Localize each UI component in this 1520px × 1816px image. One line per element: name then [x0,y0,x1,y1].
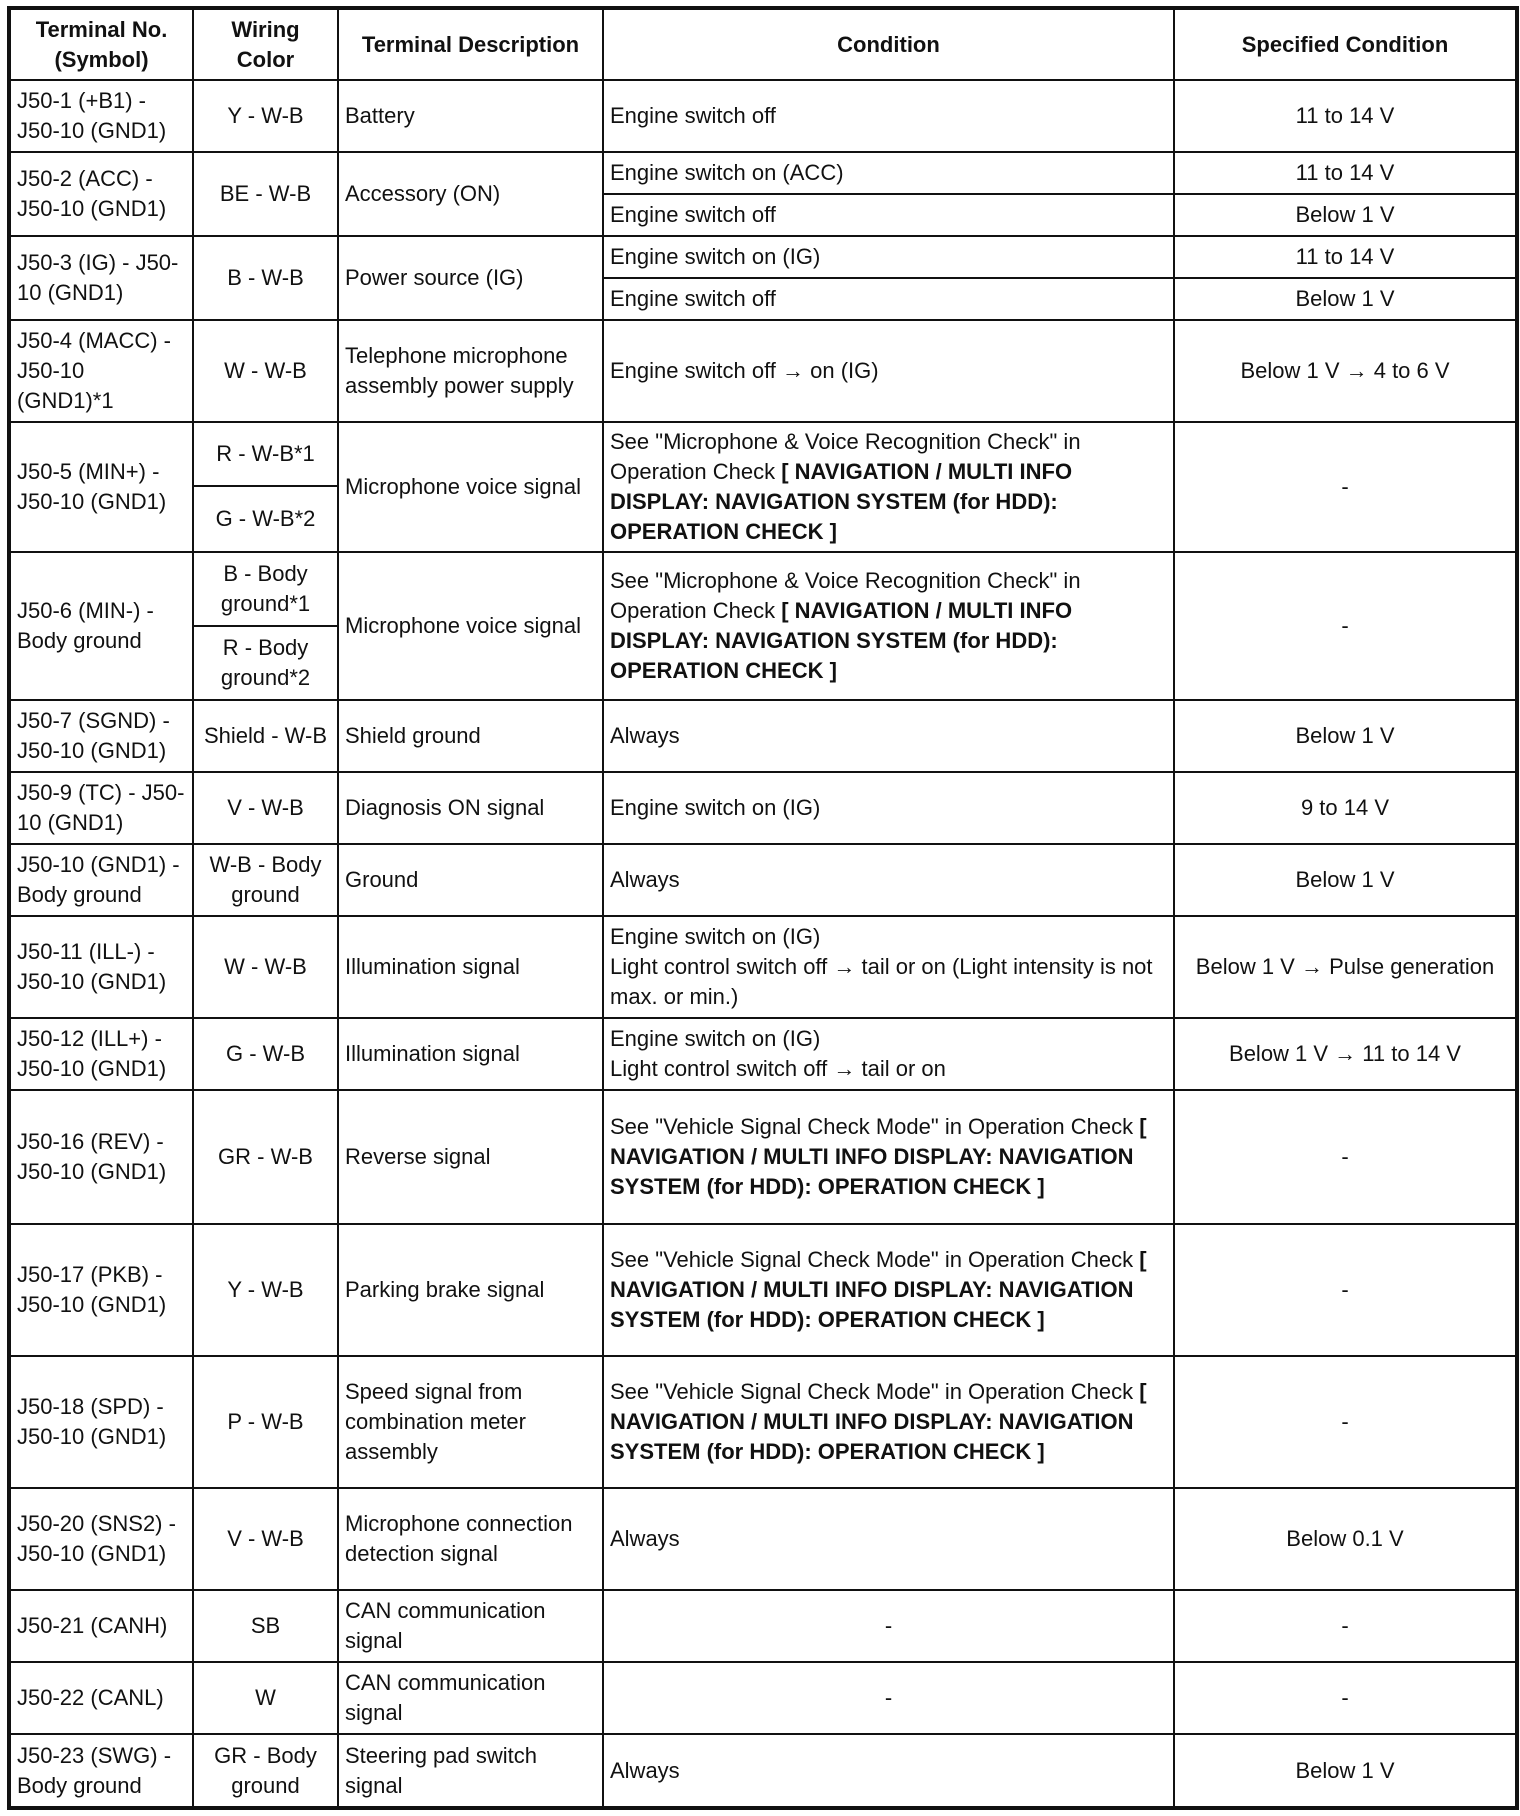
description-cell: Ground [338,844,603,916]
terminal-cell: J50-23 (SWG) - Body ground [9,1734,193,1808]
condition-text: See "Vehicle Signal Check Mode" in Operation Check [610,1114,1140,1139]
wiring-cell: R - Body ground*2 [193,626,338,700]
terminal-cell: J50-11 (ILL-) - J50-10 (GND1) [9,916,193,1018]
condition-cell [603,1018,1174,1090]
condition-cell: Always [603,700,1174,772]
spec-cell: Below 1 V [1174,278,1517,320]
table-row [9,1662,1517,1734]
condition-line: Light control switch off → tail or on [610,1056,946,1081]
wiring-cell: R - W-B*1 [193,422,338,486]
table-row [9,1356,1517,1488]
description-cell: CAN communication signal [338,1590,603,1662]
condition-cell: Engine switch off [603,194,1174,236]
terminal-cell: J50-3 (IG) - J50-10 (GND1) [9,236,193,320]
terminal-table-container [7,6,1515,1810]
condition-cell [603,422,1174,552]
spec-cell: - [1174,422,1517,552]
wiring-cell: G - W-B*2 [193,486,338,552]
spec-cell: - [1174,1224,1517,1356]
terminal-cell: J50-20 (SNS2) - J50-10 (GND1) [9,1488,193,1590]
condition-cell: Engine switch off [603,278,1174,320]
condition-cell: Always [603,1488,1174,1590]
table-row [9,844,1517,916]
condition-cell: Engine switch on (IG) [603,236,1174,278]
wiring-cell: GR - Body ground [193,1734,338,1808]
terminal-cell: J50-16 (REV) - J50-10 (GND1) [9,1090,193,1224]
table-row [9,1488,1517,1590]
table-row [9,80,1517,152]
wiring-cell: B - Body ground*1 [193,552,338,626]
condition-cell [603,1224,1174,1356]
condition-cell: Always [603,1734,1174,1808]
wiring-cell: Y - W-B [193,1224,338,1356]
description-cell: Power source (IG) [338,236,603,320]
description-cell: Battery [338,80,603,152]
wiring-cell: V - W-B [193,1488,338,1590]
wiring-cell: P - W-B [193,1356,338,1488]
header-specified-condition: Specified Condition [1174,8,1517,80]
wiring-cell: W - W-B [193,320,338,422]
table-row [9,152,1517,194]
description-cell: Shield ground [338,700,603,772]
spec-cell: 11 to 14 V [1174,236,1517,278]
description-cell: Illumination signal [338,916,603,1018]
table-row [9,1590,1517,1662]
table-row [9,1734,1517,1808]
condition-line: Engine switch on (IG) [610,1026,821,1051]
header-wiring-color: Wiring Color [193,8,338,80]
description-cell: Reverse signal [338,1090,603,1224]
condition-cell: Engine switch on (ACC) [603,152,1174,194]
condition-cell: Engine switch off [603,80,1174,152]
description-cell: Diagnosis ON signal [338,772,603,844]
condition-text: See "Microphone & Voice Recognition Check" in Operation Check [610,429,1081,484]
condition-cell: - [603,1662,1174,1734]
table-row [9,236,1517,278]
table-row [9,1090,1517,1224]
wiring-cell: W - W-B [193,916,338,1018]
terminal-cell: J50-4 (MACC) - J50-10 (GND1)*1 [9,320,193,422]
table-row [9,1224,1517,1356]
table-row [9,700,1517,772]
description-cell: Telephone microphone assembly power supply [338,320,603,422]
description-cell: Accessory (ON) [338,152,603,236]
terminal-cell: J50-6 (MIN-) - Body ground [9,552,193,700]
condition-line: Engine switch on (IG) [610,924,821,949]
spec-cell: Below 1 V → 4 to 6 V [1174,320,1517,422]
condition-line: Light control switch off → tail or on (Light intensity is not max. or min.) [610,954,1153,1009]
description-cell: Speed signal from combination meter assembly [338,1356,603,1488]
spec-cell: Below 1 V → Pulse generation [1174,916,1517,1018]
wiring-cell: Y - W-B [193,80,338,152]
operation-check-link[interactable]: [ NAVIGATION / MULTI INFO DISPLAY: NAVIGATION SYSTEM (for HDD): OPERATION CHECK ] [610,1114,1147,1199]
spec-cell: 11 to 14 V [1174,152,1517,194]
spec-cell: Below 1 V → 11 to 14 V [1174,1018,1517,1090]
condition-cell: - [603,1590,1174,1662]
header-terminal: Terminal No. (Symbol) [9,8,193,80]
table-row [9,772,1517,844]
spec-cell: - [1174,1662,1517,1734]
description-cell: Illumination signal [338,1018,603,1090]
wiring-cell: BE - W-B [193,152,338,236]
spec-cell: 11 to 14 V [1174,80,1517,152]
wiring-cell: W [193,1662,338,1734]
condition-cell [603,552,1174,700]
terminal-cell: J50-7 (SGND) - J50-10 (GND1) [9,700,193,772]
wiring-cell: GR - W-B [193,1090,338,1224]
condition-cell [603,1090,1174,1224]
description-cell: Microphone voice signal [338,552,603,700]
wiring-cell: Shield - W-B [193,700,338,772]
terminal-cell: J50-21 (CANH) [9,1590,193,1662]
spec-cell: Below 1 V [1174,844,1517,916]
condition-cell: Engine switch off → on (IG) [603,320,1174,422]
description-cell: Steering pad switch signal [338,1734,603,1808]
wiring-cell: SB [193,1590,338,1662]
wiring-cell: V - W-B [193,772,338,844]
table-row [9,916,1517,1018]
table-row [9,320,1517,422]
header-condition: Condition [603,8,1174,80]
terminal-cell: J50-1 (+B1) - J50-10 (GND1) [9,80,193,152]
terminal-cell: J50-18 (SPD) - J50-10 (GND1) [9,1356,193,1488]
spec-cell: - [1174,1090,1517,1224]
description-cell: Parking brake signal [338,1224,603,1356]
description-cell: Microphone connection detection signal [338,1488,603,1590]
spec-cell: - [1174,1590,1517,1662]
table-row [9,1018,1517,1090]
condition-cell [603,1356,1174,1488]
operation-check-link[interactable]: [ NAVIGATION / MULTI INFO DISPLAY: NAVIGATION SYSTEM (for HDD): OPERATION CHECK ] [610,459,1073,544]
terminal-table [7,6,1519,1810]
header-row [9,8,1517,80]
condition-cell: Always [603,844,1174,916]
spec-cell: 9 to 14 V [1174,772,1517,844]
spec-cell: Below 1 V [1174,194,1517,236]
table-row [9,422,1517,486]
condition-text: See "Vehicle Signal Check Mode" in Operation Check [610,1247,1140,1272]
wiring-cell: G - W-B [193,1018,338,1090]
operation-check-link[interactable]: [ NAVIGATION / MULTI INFO DISPLAY: NAVIGATION SYSTEM (for HDD): OPERATION CHECK ] [610,1247,1147,1332]
operation-check-link[interactable]: [ NAVIGATION / MULTI INFO DISPLAY: NAVIGATION SYSTEM (for HDD): OPERATION CHECK ] [610,1379,1147,1464]
condition-cell: Engine switch on (IG) [603,772,1174,844]
description-cell: CAN communication signal [338,1662,603,1734]
terminal-cell: J50-2 (ACC) - J50-10 (GND1) [9,152,193,236]
spec-cell: Below 0.1 V [1174,1488,1517,1590]
terminal-cell: J50-17 (PKB) - J50-10 (GND1) [9,1224,193,1356]
description-cell: Microphone voice signal [338,422,603,552]
condition-text: See "Microphone & Voice Recognition Check" in Operation Check [610,568,1081,623]
terminal-cell: J50-22 (CANL) [9,1662,193,1734]
spec-cell: - [1174,1356,1517,1488]
terminal-cell: J50-9 (TC) - J50-10 (GND1) [9,772,193,844]
condition-text: See "Vehicle Signal Check Mode" in Operation Check [610,1379,1140,1404]
spec-cell: Below 1 V [1174,700,1517,772]
table-row [9,552,1517,626]
wiring-cell: W-B - Body ground [193,844,338,916]
terminal-cell: J50-5 (MIN+) - J50-10 (GND1) [9,422,193,552]
operation-check-link[interactable]: [ NAVIGATION / MULTI INFO DISPLAY: NAVIGATION SYSTEM (for HDD): OPERATION CHECK ] [610,598,1073,683]
terminal-cell: J50-12 (ILL+) - J50-10 (GND1) [9,1018,193,1090]
wiring-cell: B - W-B [193,236,338,320]
condition-cell [603,916,1174,1018]
terminal-cell: J50-10 (GND1) - Body ground [9,844,193,916]
spec-cell: Below 1 V [1174,1734,1517,1808]
header-terminal-description: Terminal Description [338,8,603,80]
spec-cell: - [1174,552,1517,700]
